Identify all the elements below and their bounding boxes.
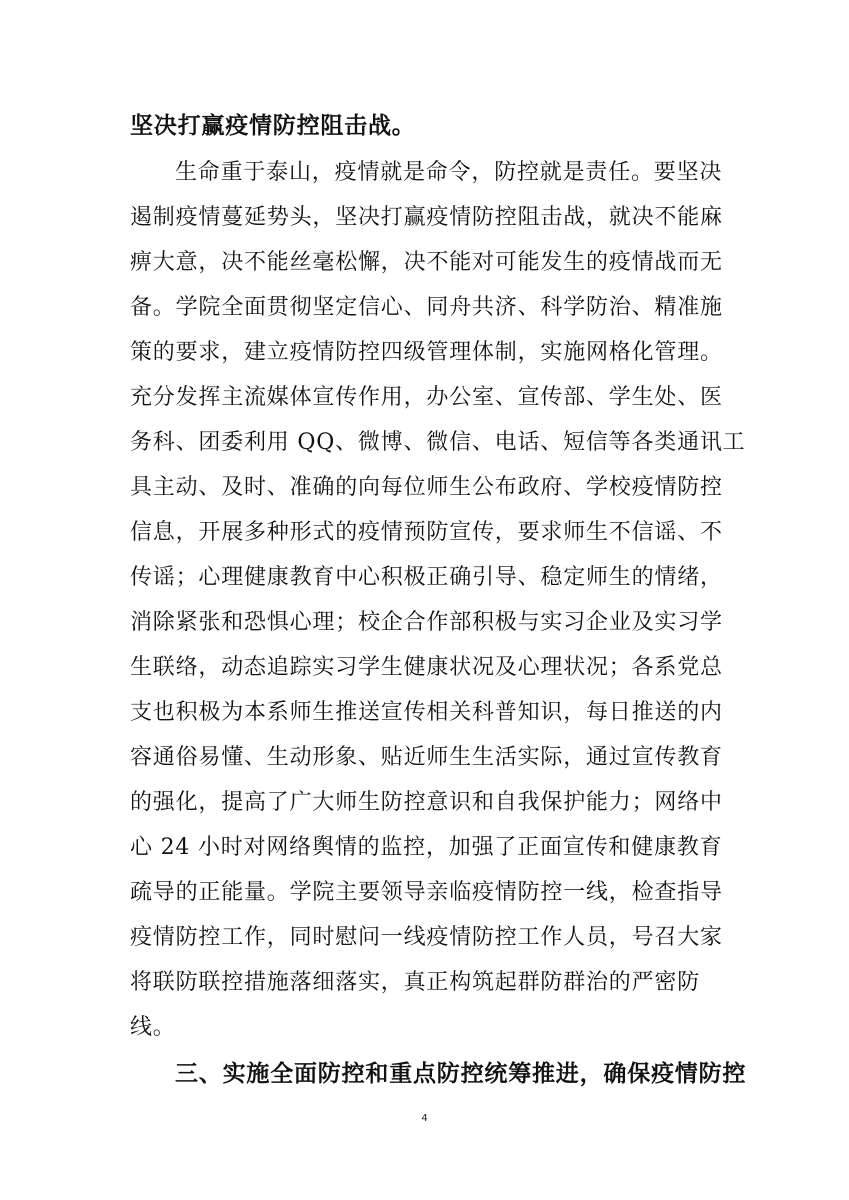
paragraph-line: 线。: [130, 1015, 176, 1040]
paragraph-line: 消除紧张和恐惧心理；校企合作部积极与实习企业及实习学: [130, 610, 723, 635]
paragraph-line: 生联络，动态追踪实习学生健康状况及心理状况；各系党总: [130, 655, 723, 680]
heading-continuation: 坚决打赢疫情防控阻击战。: [130, 113, 416, 139]
paragraph-line: 疏导的正能量。学院主要领导亲临疫情防控一线，检查指导: [130, 880, 723, 905]
paragraph-line: 痹大意，决不能丝毫松懈，决不能对可能发生的疫情战而无: [130, 250, 723, 275]
paragraph-line: 充分发挥主流媒体宣传作用，办公室、宣传部、学生处、医: [130, 385, 723, 410]
paragraph-line: 具主动、及时、准确的向每位师生公布政府、学校疫情防控: [130, 475, 723, 500]
paragraph-line: 策的要求，建立疫情防控四级管理体制，实施网格化管理。: [130, 340, 723, 365]
paragraph-line: 信息，开展多种形式的疫情预防宣传，要求师生不信谣、不: [130, 520, 723, 545]
paragraph-line: 支也积极为本系师生推送宣传相关科普知识，每日推送的内: [130, 700, 723, 725]
paragraph-line: 将联防联控措施落细落实，真正构筑起群防群治的严密防: [130, 970, 701, 995]
paragraph-line: 的强化，提高了广大师生防控意识和自我保护能力；网络中: [130, 790, 723, 815]
paragraph-line: 心 24 小时对网络舆情的监控，加强了正面宣传和健康教育: [130, 835, 723, 860]
section-heading: 三、实施全面防控和重点防控统筹推进，确保疫情防控: [175, 1061, 747, 1087]
paragraph-line: 生命重于泰山，疫情就是命令，防控就是责任。要坚决: [175, 160, 723, 185]
paragraph-line: 备。学院全面贯彻坚定信心、同舟共济、科学防治、精准施: [130, 295, 723, 320]
paragraph-line: 遏制疫情蔓延势头，坚决打赢疫情防控阻击战，就决不能麻: [130, 205, 723, 230]
paragraph-line: 疫情防控工作，同时慰问一线疫情防控工作人员，号召大家: [130, 925, 723, 950]
paragraph-line: 务科、团委利用 QQ、微博、微信、电话、短信等各类通讯工: [130, 430, 746, 455]
page-number: 4: [421, 1113, 428, 1124]
paragraph-line: 传谣；心理健康教育中心积极正确引导、稳定师生的情绪，: [130, 565, 723, 590]
paragraph-line: 容通俗易懂、生动形象、贴近师生生活实际，通过宣传教育: [130, 745, 723, 770]
